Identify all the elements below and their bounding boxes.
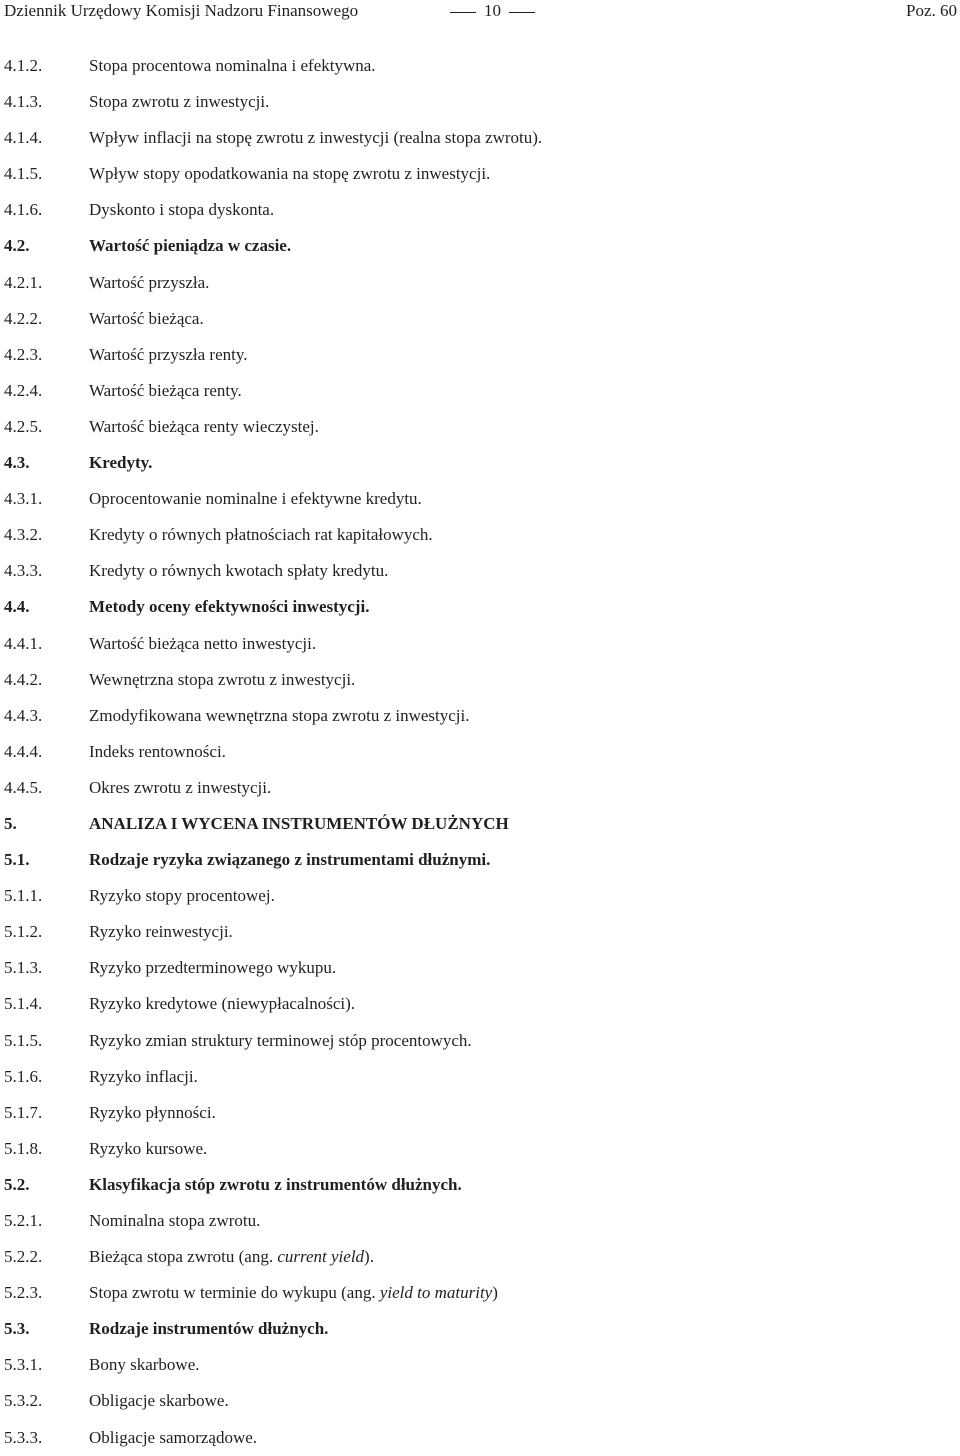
toc-entry-number: 5.2.3. xyxy=(4,1283,43,1303)
page-header xyxy=(0,0,960,26)
toc-entry-number: 5.2.2. xyxy=(4,1247,43,1267)
toc-entry xyxy=(0,1347,960,1383)
position-label: Poz. 60 xyxy=(906,1,957,20)
toc-entry xyxy=(0,445,960,481)
toc-entry-title: Kredyty. xyxy=(89,453,153,473)
toc-entry-number: 5.2. xyxy=(4,1174,30,1194)
toc-entry-title: Ryzyko płynności. xyxy=(89,1102,216,1122)
toc-entry-number: 5.2.1. xyxy=(4,1211,43,1230)
toc-entry-title: Kredyty o równych płatnościach rat kapitałowych. xyxy=(89,525,433,545)
toc-entry-title: Bony skarbowe. xyxy=(89,1355,200,1375)
toc-entry xyxy=(0,914,960,950)
toc-entry-title: Wartość bieżąca netto inwestycji. xyxy=(89,633,317,653)
toc-entry-number: 4.1.6. xyxy=(4,200,43,220)
toc-entry-number: 4.4.1. xyxy=(4,633,43,653)
toc-entry-number: 5.1.3. xyxy=(4,958,43,978)
toc-entry-number: 5.3.1. xyxy=(4,1355,43,1375)
toc-entry xyxy=(0,1383,960,1419)
toc-entry-title: Dyskonto i stopa dyskonta. xyxy=(89,200,275,220)
toc-entry-number: 4.4.5. xyxy=(4,777,43,797)
toc-entry xyxy=(0,734,960,770)
toc-entry xyxy=(0,481,960,517)
toc-entry-title: Rodzaje instrumentów dłużnych. xyxy=(89,1319,329,1339)
toc-entry xyxy=(0,120,960,156)
toc-entry xyxy=(0,337,960,373)
toc-entry-number: 4.4. xyxy=(4,597,30,617)
toc-entry-number: 5.1. xyxy=(4,850,30,870)
toc-entry-number: 4.1.5. xyxy=(4,164,43,184)
toc-entry-title-text: Bieżąca stopa zwrotu (ang. xyxy=(89,1247,278,1267)
toc-entry xyxy=(0,156,960,192)
toc-entry-number: 5.3. xyxy=(4,1319,30,1339)
toc-entry-title-italic: yield to maturity xyxy=(379,1283,493,1303)
right-dash xyxy=(509,12,535,13)
toc-entry xyxy=(0,409,960,445)
toc-entry-title-text: ) xyxy=(492,1283,498,1303)
toc-entry-number: 4.2.1. xyxy=(4,272,43,292)
toc-entry-number: 5.3.2. xyxy=(4,1391,43,1411)
toc-entry-number: 4.1.4. xyxy=(4,128,43,148)
toc-entry xyxy=(0,770,960,806)
toc-entry xyxy=(0,1095,960,1131)
toc-entry-title: Stopa zwrotu z inwestycji. xyxy=(89,92,270,112)
toc-entry-title xyxy=(89,1239,374,1275)
toc-entry-title: Ryzyko reinwestycji. xyxy=(89,922,233,942)
toc-entry xyxy=(0,192,960,228)
toc-entry xyxy=(0,698,960,734)
toc-entry-title: Metody oceny efektywności inwestycji. xyxy=(89,597,370,617)
left-dash xyxy=(450,12,476,13)
toc-entry xyxy=(0,373,960,409)
toc-entry-title: Wpływ stopy opodatkowania na stopę zwrotu z inwestycji. xyxy=(89,164,491,184)
toc-entry-number: 4.1.2. xyxy=(4,56,43,75)
toc-entry-number: 4.3. xyxy=(4,453,30,473)
toc-entry xyxy=(0,228,960,264)
page-number-block xyxy=(442,1,543,21)
toc-entry-number: 5.1.4. xyxy=(4,994,43,1014)
toc-entry xyxy=(0,265,960,301)
toc-entry xyxy=(0,589,960,625)
toc-entry-title-italic: current yield xyxy=(277,1247,365,1267)
toc-entry xyxy=(0,950,960,986)
toc-entry-title: Wartość przyszła. xyxy=(89,272,210,292)
toc-entry-title: Ryzyko stopy procentowej. xyxy=(89,886,275,906)
toc-entry-number: 5.1.5. xyxy=(4,1030,43,1050)
toc-entry xyxy=(0,842,960,878)
toc-entry-title: Klasyfikacja stóp zwrotu z instrumentów dłużnych. xyxy=(89,1174,462,1194)
toc-entry xyxy=(0,1167,960,1203)
toc-entry-title: Obligacje skarbowe. xyxy=(89,1391,229,1411)
toc-entry-title: Oprocentowanie nominalne i efektywne kredytu. xyxy=(89,489,422,509)
toc-entry xyxy=(0,48,960,84)
toc-entry xyxy=(0,1311,960,1347)
toc-entry-number: 4.2.2. xyxy=(4,308,43,328)
toc-entry-title: ANALIZA I WYCENA INSTRUMENTÓW DŁUŻNYCH xyxy=(89,813,509,833)
toc-entry-title-text: ). xyxy=(364,1247,374,1267)
toc-entry-number: 5. xyxy=(4,813,17,833)
toc-entry-number: 5.3.3. xyxy=(4,1427,43,1447)
toc-entry-number: 4.2.5. xyxy=(4,416,43,436)
toc-entry-number: 4.2.3. xyxy=(4,344,43,364)
toc-entry-title: Zmodyfikowana wewnętrzna stopa zwrotu z inwestycji. xyxy=(89,705,470,725)
toc-entry-number: 4.4.3. xyxy=(4,705,43,725)
toc-entry-title: Ryzyko zmian struktury terminowej stóp procentowych. xyxy=(89,1030,472,1050)
journal-title: Dziennik Urzędowy Komisji Nadzoru Finansowego xyxy=(4,1,359,20)
toc-entry xyxy=(0,84,960,120)
toc-entry-title: Wartość bieżąca. xyxy=(89,308,204,328)
toc-entry-title: Wartość pieniądza w czasie. xyxy=(89,236,292,256)
toc-entry xyxy=(0,1059,960,1095)
toc-entry xyxy=(0,1023,960,1059)
toc-entry-title: Wewnętrzna stopa zwrotu z inwestycji. xyxy=(89,669,356,689)
page-number: 10 xyxy=(484,1,501,20)
toc-entry xyxy=(0,878,960,914)
toc-entry-title: Okres zwrotu z inwestycji. xyxy=(89,777,272,797)
toc-entry-number: 4.3.3. xyxy=(4,561,43,581)
toc-entry-title: Stopa procentowa nominalna i efektywna. xyxy=(89,56,376,75)
toc-entry xyxy=(0,301,960,337)
toc-entry xyxy=(0,986,960,1022)
toc-entry-number: 5.1.2. xyxy=(4,922,43,942)
toc-entry-title: Rodzaje ryzyka związanego z instrumentami dłużnymi. xyxy=(89,850,491,870)
toc-entry xyxy=(0,553,960,589)
toc-entry-title-text: Stopa zwrotu w terminie do wykupu (ang. xyxy=(89,1283,380,1303)
toc-entry-title: Obligacje samorządowe. xyxy=(89,1427,258,1447)
toc-entry xyxy=(0,662,960,698)
toc-entry-number: 4.4.4. xyxy=(4,741,43,761)
toc-entry xyxy=(0,626,960,662)
toc-entry-title: Ryzyko kursowe. xyxy=(89,1138,208,1158)
toc-entry-title: Wartość bieżąca renty. xyxy=(89,380,242,400)
toc-entry-number: 4.3.1. xyxy=(4,489,43,509)
toc-entry-number: 5.1.8. xyxy=(4,1138,43,1158)
toc-entry-number: 4.4.2. xyxy=(4,669,43,689)
toc-entry-title: Ryzyko kredytowe (niewypłacalności). xyxy=(89,994,356,1014)
toc-entry-number: 5.1.1. xyxy=(4,886,43,906)
toc-entry-number: 4.2.4. xyxy=(4,380,43,400)
toc-entry-title: Wpływ inflacji na stopę zwrotu z inwestycji (realna stopa zwrotu). xyxy=(89,128,543,148)
toc-entry xyxy=(0,1203,960,1239)
toc-entry-title: Kredyty o równych kwotach spłaty kredytu. xyxy=(89,561,389,581)
toc-entry-title: Nominalna stopa zwrotu. xyxy=(89,1211,261,1230)
toc-entry-number: 4.2. xyxy=(4,236,30,256)
toc-entry-title: Wartość przyszła renty. xyxy=(89,344,248,364)
table-of-contents xyxy=(0,48,960,1456)
toc-entry xyxy=(0,806,960,842)
toc-entry-number: 5.1.6. xyxy=(4,1066,43,1086)
toc-entry-number: 4.1.3. xyxy=(4,92,43,112)
toc-entry xyxy=(0,1131,960,1167)
toc-entry-number: 5.1.7. xyxy=(4,1102,43,1122)
toc-entry-title xyxy=(89,1275,498,1311)
toc-entry-title: Ryzyko przedterminowego wykupu. xyxy=(89,958,337,978)
toc-entry xyxy=(0,1275,960,1311)
toc-entry-title: Wartość bieżąca renty wieczystej. xyxy=(89,416,319,436)
toc-entry xyxy=(0,1420,960,1456)
toc-entry xyxy=(0,517,960,553)
toc-entry-title: Indeks rentowności. xyxy=(89,741,226,761)
toc-entry xyxy=(0,1239,960,1275)
toc-entry-number: 4.3.2. xyxy=(4,525,43,545)
toc-entry-title: Ryzyko inflacji. xyxy=(89,1066,198,1086)
